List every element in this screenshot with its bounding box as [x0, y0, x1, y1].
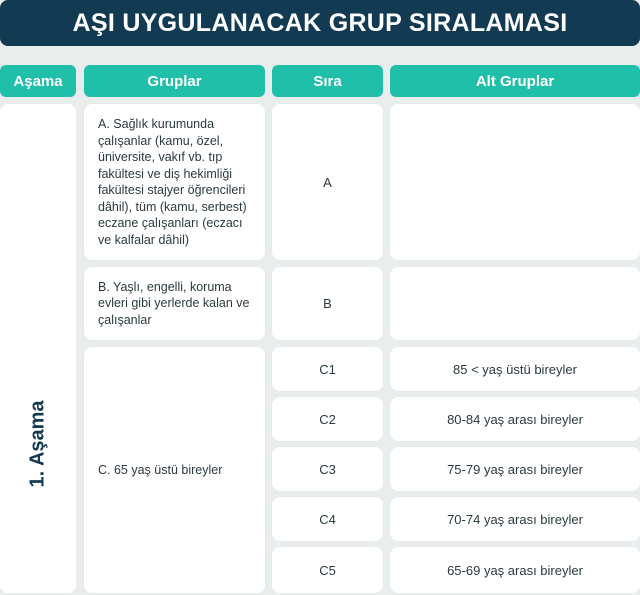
group-a-cell: [84, 104, 265, 260]
subgroup-b-cell: [390, 267, 640, 340]
subgroup-c4-cell: 70-74 yaş arası bireyler: [390, 497, 640, 541]
group-a-text: A. Sağlık kurumunda çalışanlar (kamu, özel, üniversite, vakıf vb. tıp fakültesi ve diş hekimliği fakültesi stajyer öğrencileri dâhil), tüm (kamu, serbest) eczane çalışanları (eczacı ve kalfalar dâhil): [98, 117, 247, 247]
order-a-cell: A: [272, 104, 383, 260]
order-c4-cell: C4: [272, 497, 383, 541]
subgroup-c2-cell: 80-84 yaş arası bireyler: [390, 397, 640, 441]
group-b-cell: [84, 267, 265, 340]
group-c-cell: [84, 347, 265, 593]
subgroup-c3-cell: 75-79 yaş arası bireyler: [390, 447, 640, 491]
order-c5-cell: C5: [272, 547, 383, 593]
subgroup-c1-cell: 85 < yaş üstü bireyler: [390, 347, 640, 391]
order-c3-cell: C3: [272, 447, 383, 491]
group-b-text: B. Yaşlı, engelli, koruma evleri gibi yerlerde kalan ve çalışanlar: [98, 279, 250, 327]
header-groups: Gruplar: [84, 65, 265, 97]
header-order: Sıra: [272, 65, 383, 97]
stage-label: 1. Aşama: [26, 400, 49, 488]
header-subgroups: Alt Gruplar: [390, 65, 640, 97]
subgroup-a-cell: [390, 104, 640, 260]
page-title: AŞI UYGULANACAK GRUP SIRALAMASI: [0, 0, 640, 46]
order-b-cell: B: [272, 267, 383, 340]
subgroup-c5-cell: 65-69 yaş arası bireyler: [390, 547, 640, 593]
order-c2-cell: C2: [272, 397, 383, 441]
stage-cell: [0, 104, 76, 593]
order-c1-cell: C1: [272, 347, 383, 391]
header-stage: Aşama: [0, 65, 76, 97]
group-c-text: C. 65 yaş üstü bireyler: [98, 462, 223, 477]
